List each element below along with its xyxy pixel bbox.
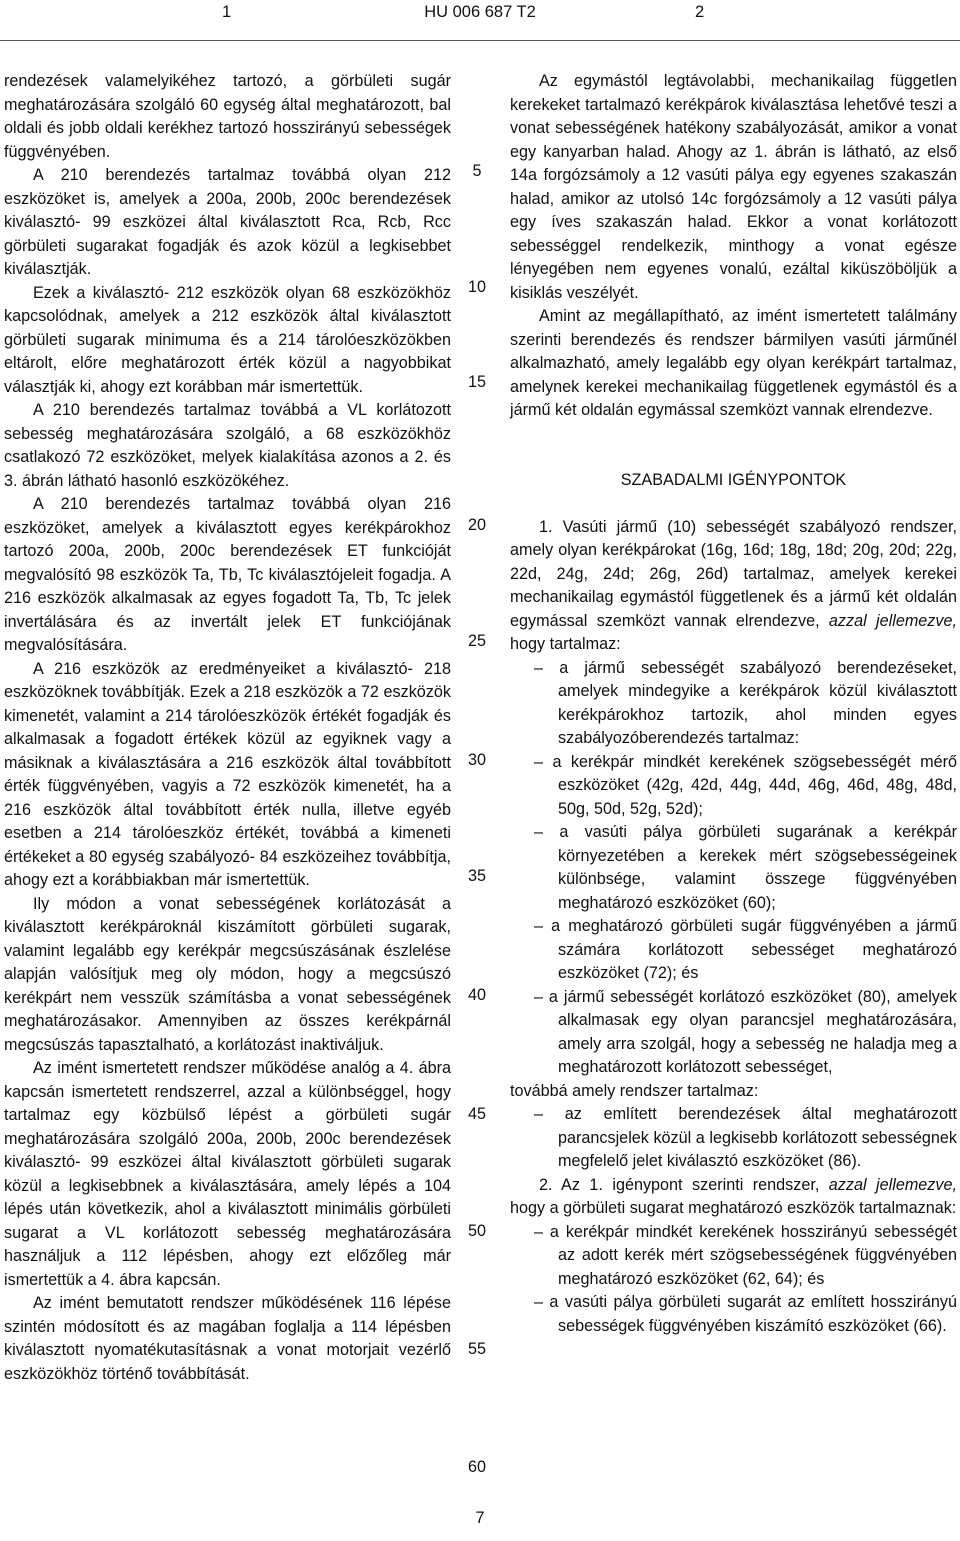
claim-item: – a kerékpár mindkét kerekének szögsebességét mérő eszközöket (42g, 42d, 44g, 44d, 46g, 46d, 48g, 48d, 50g, 50d, 52g, 52d); — [534, 752, 957, 818]
claims-heading: SZABADALMI IGÉNYPONTOK — [620, 470, 847, 489]
claim-2-intro — [510, 1174, 957, 1221]
left-column — [4, 70, 451, 1386]
line-number: 35 — [467, 867, 486, 885]
claim-item: – a vasúti pálya görbületi sugarát az említett hosszirányú sebességek függvényében kiszámító eszközöket (66). — [534, 1293, 957, 1335]
paragraph: Ily módon a vonat sebességének korlátozását a kiválasztott kerékpároknál kiszámított görbületi sugarak, valamint legalább egy kerékpár megcsúszásának észlelése alapján valósítjuk meg oly módon, hogy a megcsúszó kerékpárt nem vesszük számításba a vonat sebességének meghatározásakor. Amennyiben az összes kerékpárnál megcsúszás tapasztalható, a korlátozást inaktiváljuk. — [4, 894, 451, 1054]
left-page-number: 1 — [222, 3, 232, 21]
claim-1-intro — [510, 516, 957, 657]
line-number: 30 — [467, 751, 486, 769]
line-number: 60 — [467, 1458, 486, 1476]
line-number: 40 — [467, 986, 486, 1004]
line-number: 10 — [467, 278, 486, 296]
paragraph: Ezek a kiválasztó- 212 eszközök olyan 68 eszközökhöz kapcsolódnak, amelyek a 212 eszközök által kiválasztott görbületi sugarak minimuma és a 214 tárolóeszközökben eltárolt, előre meghatározott érték közül a nagyobbikat választják ki, ahogy ezt korábban már ismertettük. — [4, 283, 451, 396]
page-number: 7 — [475, 1509, 485, 1527]
paragraph: A 216 eszközök az eredményeiket a kiválasztó- 218 eszközöknek továbbítják. Ezek a 218 eszközök a 72 eszközök kimenetét, valamint a 214 tárolóeszközök értékét fogadják és alkalmasak a fogadott értékek közül az egyiknek vagy a másiknak a kiválasztására a 216 eszközök által továbbított érték függvényében, vagyis a 72 eszközök kimenetét, ha a 216 eszközök által továbbított érték nulla, illetve egyéb esetben a 214 tárolóeszköz értékét, továbbá a kimeneti értékeket a 80 egység szabályozó- 84 eszközeihez továbbítja, ahogy ezt a korábbiakban már ismertettük. — [4, 659, 451, 889]
claim-1-further: továbbá amely rendszer tartalmaz: — [510, 1081, 759, 1100]
paragraph: Amint az megállapítható, az imént ismertetett találmány szerinti berendezés és rendszer bármilyen vasúti járműnél alkalmazható, amely legalább egy olyan kerékpárt tartalmaz, amelynek kerekei mechanikailag függetlenek egymástól és a jármű két oldalán egymással szemközt vannak elrendezve. — [510, 307, 957, 419]
claim-item: – az említett berendezések által meghatározott parancsjelek közül a legkisebb korlátozott sebességnek megfelelő jelet kiválasztó eszközöket (86). — [534, 1105, 957, 1170]
line-number: 5 — [472, 162, 482, 180]
claim-item: – a jármű sebességét korlátozó eszközöket (80), amelyek alkalmasak egy olyan parancsjel meghatározására, amely arra szolgál, hogy a sebesség ne haladja meg a meghatározott korlátozott sebességet, — [534, 987, 957, 1076]
claim-item: – a vasúti pálya görbületi sugarának a kerékpár környezetében a kerekek mért szögsebességeinek különbsége, valamint összege függvényében meghatározó eszközöket (60); — [534, 823, 957, 912]
claim-1-characterizing: azzal jellemezve, — [828, 611, 957, 630]
line-number: 15 — [467, 373, 486, 391]
line-number: 55 — [467, 1340, 486, 1358]
document-id: HU 006 687 T2 — [424, 3, 536, 21]
line-number: 20 — [467, 516, 486, 534]
claim-item: – a meghatározó görbületi sugár függvényében a jármű számára korlátozott sebességet meghatározó eszközöket (72); és — [534, 917, 957, 982]
paragraph: Az imént bemutatott rendszer működésének 116 lépése szintén módosított és az magában foglalja a 114 lépésben kiválasztott nyomatékutasításnak a vonat motorjait vezérlő eszközökhöz történő továbbítását. — [4, 1294, 451, 1383]
right-column — [510, 70, 957, 1338]
claim-1-preamble-end: hogy tartalmaz: — [510, 635, 621, 653]
claim-1-preamble: 1. Vasúti jármű (10) sebességét szabályozó rendszer, amely olyan kerékpárokat (16g, 16d; 18g, 18d; 20g, 20d; 22g, 22d, 24g, 24d; 26g, 26d) tartalmaz, amelyek kerekei mechanikailag egymástól függetlenek és a jármű két oldalán egymással szemközt vannak elrendezve, — [510, 517, 957, 630]
paragraph: A 210 berendezés tartalmaz továbbá a VL korlátozott sebesség meghatározására szolgáló, a 68 eszközökhöz csatlakozó 72 eszközöket, melyek kialakítása azonos a 2. és 3. ábrán látható hasonló eszközökéhez. — [4, 401, 451, 490]
claim-item: – a kerékpár mindkét kerekének hosszirányú sebességét az adott kerék mért szögsebességének függvényében meghatározó eszközöket (62, 64); és — [534, 1222, 957, 1288]
claim-2-preamble: 2. Az 1. igénypont szerinti rendszer, — [539, 1175, 820, 1194]
paragraph: A 210 berendezés tartalmaz továbbá olyan 216 eszközöket, amelyek a kiválasztott egyes kerékpárokhoz tartozó 200a, 200b, 200c berendezések ET funkcióját megvalósító 98 eszközök Ta, Tb, Tc kiválasztójeleit fogadja. A 216 eszközök alkalmasak az egyes fogadott Ta, Tb, Tc jelek invertálására és az invertált jelek ET funkciójának megvalósítására. — [4, 495, 451, 654]
claim-2-characterizing: azzal jellemezve, — [828, 1175, 957, 1194]
right-page-number: 2 — [695, 3, 705, 21]
line-number: 50 — [467, 1222, 486, 1240]
paragraph: Az egymástól legtávolabbi, mechanikailag független kerekeket tartalmazó kerékpárok kiválasztása lehetővé teszi a vonat sebességének hatékony szabályozását, amikor a vonat egy kanyarban halad. Ahogy az 1. ábrán is látható, az első 14a forgózsámoly a 12 vasúti pálya egy egyenes szakaszán halad, amikor az utolsó 14c forgózsámoly a 12 vasúti pálya egy íves szakaszán halad. Ekkor a vonat korlátozott sebességgel rendelkezik, minthogy a vonat egésze lényegében nem egyenes vonalú, ezáltal kiküszöböljük a kisiklás veszélyét. — [510, 72, 957, 302]
line-number: 45 — [467, 1105, 486, 1123]
claim-2-preamble-end: hogy a görbületi sugarat meghatározó eszközök tartalmaznak: — [510, 1199, 957, 1217]
paragraph: rendezések valamelyikéhez tartozó, a görbületi sugár meghatározására szolgáló 60 egység által meghatározott, bal oldali és jobb oldali kerékhez tartozó hosszirányú sebességek függvényében. — [4, 72, 451, 161]
line-number: 25 — [467, 632, 486, 650]
header-divider — [0, 40, 960, 41]
paragraph: A 210 berendezés tartalmaz továbbá olyan 212 eszközöket is, amelyek a 200a, 200b, 200c berendezések kiválasztó- 99 eszközei által kiválasztott Rca, Rcb, Rcc görbületi sugarakat fogadják és azok közül a legkisebbet kiválasztják. — [4, 166, 451, 278]
claim-item: – a jármű sebességét szabályozó berendezéseket, amelyek mindegyike a kerékpárok közül kiválasztott kerékpárokhoz tartozik, ahol minden egyes szabályozóberendezés tartalmaz: — [534, 658, 957, 747]
paragraph: Az imént ismertetett rendszer működése analóg a 4. ábra kapcsán ismertetett rendszerrel, azzal a különbséggel, hogy tartalmaz egy közbülső lépést a görbületi sugár meghatározására szolgáló 200a, 200b, 200c berendezések kiválasztó- 99 eszközei által kiválasztott görbületi sugarak közül a legkisebbnek a kiválasztására, amely lépés a 104 lépés után következik, ahol a kiválasztott minimális görbületi sugarat a VL korlátozott sebesség meghatározására használjuk a 112 lépésben, ahogy ezt előzőleg már ismertettük a 4. ábra kapcsán. — [4, 1059, 451, 1289]
